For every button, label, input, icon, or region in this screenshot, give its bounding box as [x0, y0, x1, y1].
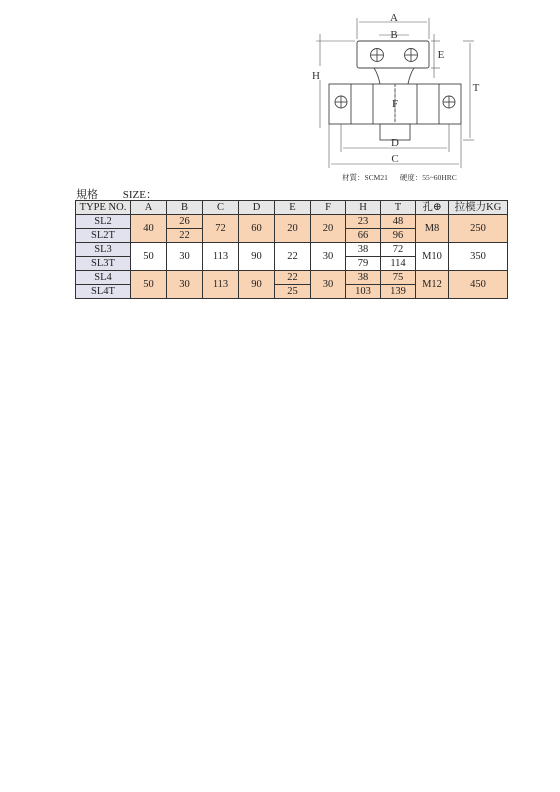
type-cell: SL2T — [76, 229, 131, 243]
header-h: H — [346, 201, 381, 215]
dim-label-f: F — [391, 98, 399, 110]
d-cell: 90 — [239, 271, 275, 299]
a-cell: 50 — [131, 243, 167, 271]
type-cell: SL4T — [76, 285, 131, 299]
type-cell: SL4 — [76, 271, 131, 285]
material-caption — [342, 172, 467, 183]
header-e: E — [275, 201, 311, 215]
dim-label-d: D — [391, 137, 399, 149]
material-text: 材質：SCM21 — [342, 173, 388, 182]
h-cell: 38 — [346, 271, 381, 285]
header-b: B — [167, 201, 203, 215]
force-cell: 450 — [449, 271, 508, 299]
a-cell: 50 — [131, 271, 167, 299]
f-cell: 30 — [311, 271, 346, 299]
part-drawing — [310, 8, 500, 180]
size-heading-cn: 規格 — [76, 189, 98, 201]
d-cell: 60 — [239, 215, 275, 243]
header-c: C — [203, 201, 239, 215]
header-type: TYPE NO. — [76, 201, 131, 215]
header-d: D — [239, 201, 275, 215]
header-f: F — [311, 201, 346, 215]
e-cell: 25 — [275, 285, 311, 299]
b-cell: 30 — [167, 243, 203, 271]
table-header-row — [76, 201, 508, 215]
type-cell: SL3T — [76, 257, 131, 271]
type-cell: SL3 — [76, 243, 131, 257]
size-heading-en: SIZE： — [122, 189, 157, 201]
a-cell: 40 — [131, 215, 167, 243]
type-cell: SL2 — [76, 215, 131, 229]
t-cell: 75 — [381, 271, 416, 285]
e-cell: 22 — [275, 271, 311, 285]
c-cell: 113 — [203, 243, 239, 271]
b-cell: 30 — [167, 271, 203, 299]
header-hole: 孔⊕ — [416, 201, 449, 215]
h-cell: 23 — [346, 215, 381, 229]
dim-label-e: E — [437, 49, 445, 61]
hole-cell: M8 — [416, 215, 449, 243]
header-force: 拉模力KG — [449, 201, 508, 215]
hole-cell: M12 — [416, 271, 449, 299]
d-cell: 90 — [239, 243, 275, 271]
spec-table — [75, 200, 508, 299]
e-cell: 22 — [275, 243, 311, 271]
h-cell: 103 — [346, 285, 381, 299]
hole-cell: M10 — [416, 243, 449, 271]
f-cell: 30 — [311, 243, 346, 271]
dim-label-c: C — [391, 153, 399, 165]
c-cell: 113 — [203, 271, 239, 299]
t-cell: 139 — [381, 285, 416, 299]
b-cell: 22 — [167, 229, 203, 243]
force-cell: 350 — [449, 243, 508, 271]
t-cell: 114 — [381, 257, 416, 271]
header-a: A — [131, 201, 167, 215]
t-cell: 96 — [381, 229, 416, 243]
dim-label-h: H — [312, 70, 320, 82]
hardness-text: 硬度：55~60HRC — [399, 173, 457, 182]
dim-label-b: B — [390, 29, 398, 41]
top-plate — [357, 41, 429, 68]
e-cell: 20 — [275, 215, 311, 243]
force-cell: 250 — [449, 215, 508, 243]
table-row — [76, 215, 508, 229]
header-t: T — [381, 201, 416, 215]
t-cell: 72 — [381, 243, 416, 257]
table-row — [76, 243, 508, 257]
h-cell: 66 — [346, 229, 381, 243]
dim-label-t: T — [472, 82, 480, 94]
dim-label-a: A — [390, 12, 398, 24]
h-cell: 38 — [346, 243, 381, 257]
t-cell: 48 — [381, 215, 416, 229]
table-row — [76, 271, 508, 285]
b-cell: 26 — [167, 215, 203, 229]
h-cell: 79 — [346, 257, 381, 271]
c-cell: 72 — [203, 215, 239, 243]
f-cell: 20 — [311, 215, 346, 243]
